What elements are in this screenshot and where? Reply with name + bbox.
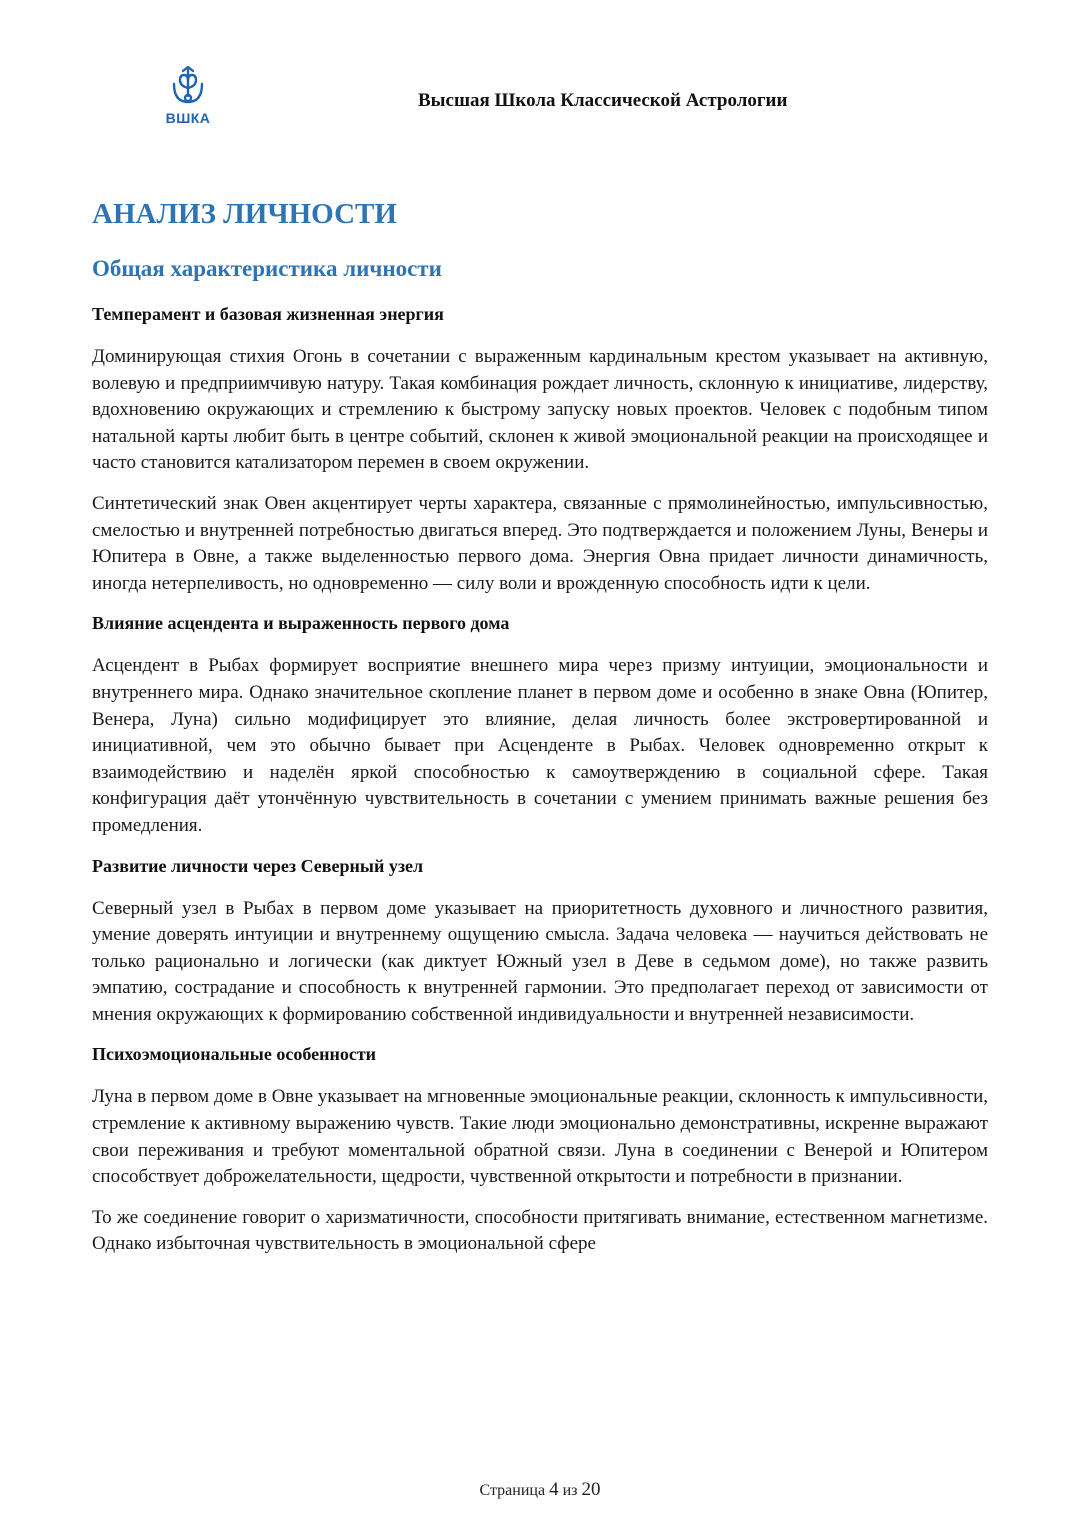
section-subtitle: Общая характеристика личности	[92, 256, 442, 281]
page-total: 20	[581, 1479, 601, 1500]
section-heading: Развитие личности через Северный узел	[92, 855, 424, 876]
page-label: Страница	[479, 1482, 546, 1499]
paragraph: То же соединение говорит о харизматичности, способности притягивать внимание, естественном магнетизме. Однако избыточная чувствительность в эмоциональной сфере	[92, 1206, 988, 1255]
paragraph: Асцендент в Рыбах формирует восприятие внешнего мира через призму интуиции, эмоциональности и внутреннего мира. Однако значительное скопление планет в первом доме и особенно в знаке Овна (Юпитер, Венера, Луна) сильно модифицирует это влияние, делая личность более экстровертированной и инициативной, чем это обычно бывает при Асценденте в Рыбах. Человек одновременно открыт к взаимодействию и наделён яркой способностью к самоутверждению в социальной сфере. Такая конфигурация даёт утончённую чувствительность в сочетании с умением принимать важные решения без промедления.	[92, 655, 988, 836]
section-heading: Темперамент и базовая жизненная энергия	[92, 304, 444, 324]
paragraph: Северный узел в Рыбах в первом доме указывает на приоритетность духовного и личностного развития, умение доверять интуиции и внутреннему ощущению смысла. Задача человека — научиться действовать не только рационально и логически (как диктует Южный узел в Деве в седьмом доме), но также развить эмпатию, сострадание и способность к внутренней гармонии. Это предполагает переход от зависимости от мнения окружающих к формированию собственной индивидуальности и внутренней независимости.	[92, 897, 988, 1025]
paragraph: Доминирующая стихия Огонь в сочетании с выраженным кардинальным крестом указывает на активную, волевую и предприимчивую натуру. Такая комбинация рождает личность, склонную к инициативе, лидерству, вдохновению окружающих и стремлению к быстрому запуску новых проектов. Человек с подобным типом натальной карты любит быть в центре событий, склонен к живой эмоциональной реакции на происходящее и часто становится катализатором перемен в своем окружении.	[92, 346, 988, 474]
vshka-emblem-icon	[168, 66, 208, 110]
section-heading: Влияние асцендента и выраженность первого дома	[92, 613, 510, 634]
paragraph: Синтетический знак Овен акцентирует черты характера, связанные с прямолинейностью, импульсивностью, смелостью и внутренней потребностью двигаться вперед. Это подтверждается и положением Луны, Венеры и Юпитера в Овне, а также выделенностью первого дома. Энергия Овна придает личности динамичность, иногда нетерпеливость, но одновременно — силу воли и врожденную способность идти к цели.	[92, 492, 988, 594]
logo	[158, 66, 218, 132]
section-heading: Психоэмоциональные особенности	[92, 1044, 377, 1065]
paragraph: Луна в первом доме в Овне указывает на мгновенные эмоциональные реакции, склонность к импульсивности, стремление к активному выражению чувств. Такие люди эмоционально демонстративны, искренне выражают свои переживания и требуют моментальной обратной связи. Луна в соединении с Венерой и Юпитером способствует доброжелательности, щедрости, чувственной открытости и потребности в признании.	[92, 1086, 988, 1188]
logo-text: ВШКА	[165, 110, 211, 126]
page-current: 4	[549, 1479, 559, 1500]
page-title: АНАЛИЗ ЛИЧНОСТИ	[92, 198, 397, 230]
page-separator: из	[562, 1482, 578, 1499]
page-footer	[0, 1479, 1080, 1501]
document-body	[92, 196, 988, 1272]
header-title: Высшая Школа Классической Астрологии	[418, 90, 788, 111]
